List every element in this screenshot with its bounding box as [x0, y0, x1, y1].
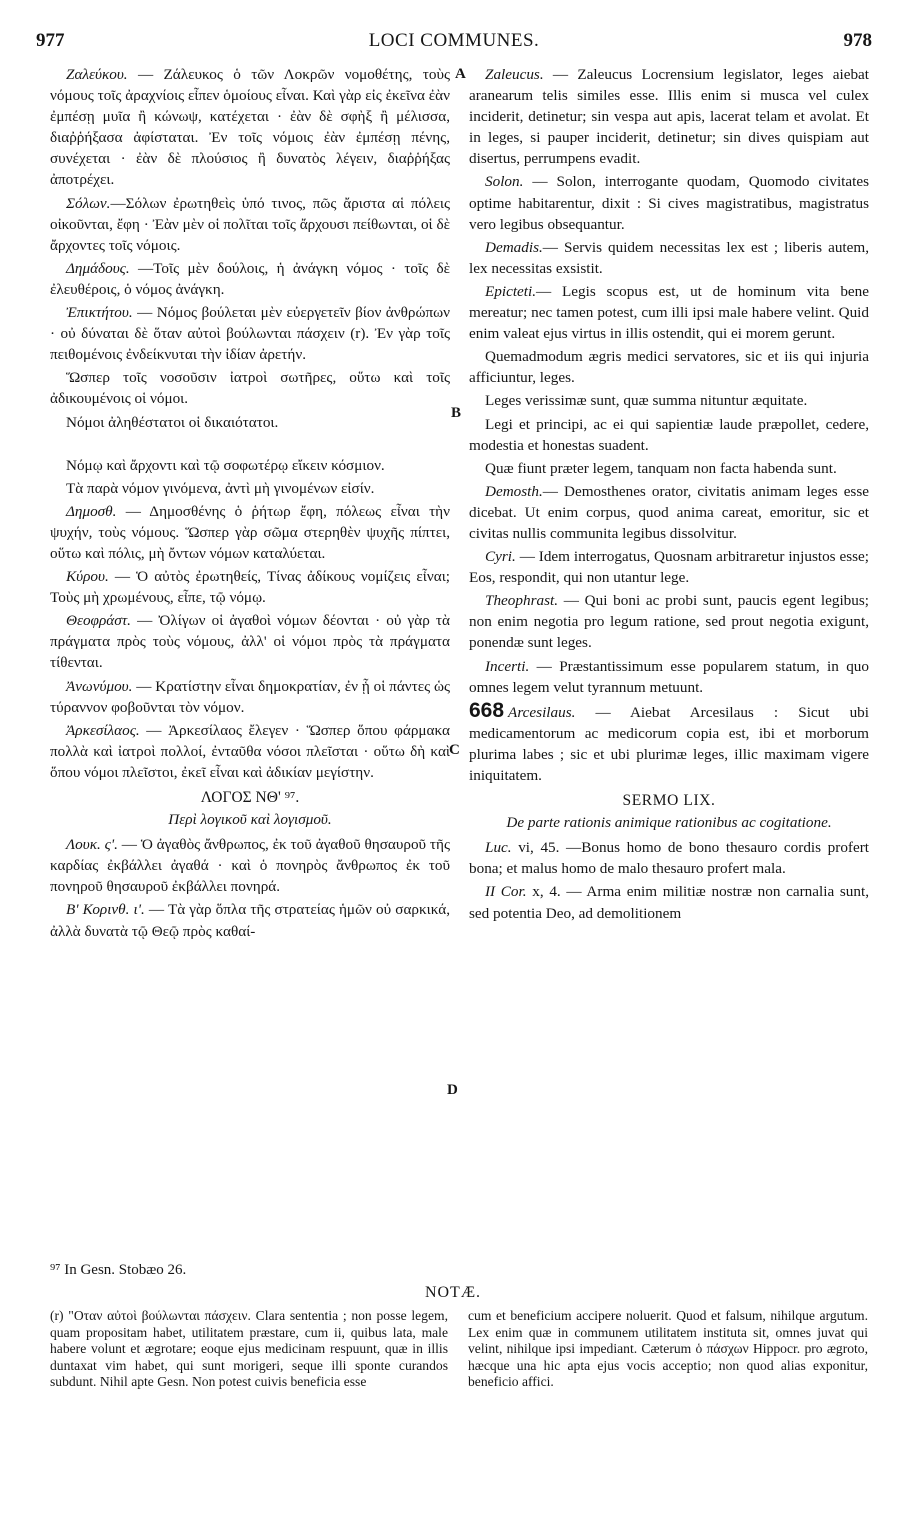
margin-letter-a: A: [455, 66, 466, 82]
latin-entry: [469, 237, 869, 279]
entry-text: — Solon, interrogante quodam, Quomodo civitates optime habitarentur, dixit : Si cives magistratibus, magistratus vero legibus obsequantur.: [469, 173, 869, 233]
entry-text: Quemadmodum ægris medici servatores, sic et iis qui injuria afficiuntur, leges.: [469, 348, 869, 387]
latin-entry: [469, 881, 869, 923]
greek-entry: [50, 720, 450, 783]
entry-text: Ὥσπερ τοῖς νοσοῦσιν ἰατροὶ σωτῆρες, οὕτω καὶ τοῖς ἀδικουμένοις οἱ νόμοι.: [50, 369, 450, 408]
entry-text: — Ἀρκεσίλαος ἔλεγεν · Ὥσπερ ὅπου φάρμακα πολλὰ καὶ ἰατροὶ πολλοί, ἐνταῦθα νόσοι πλεῖσται · οὕτω δὴ καὶ ὅπου νόμοι πλεῖστοι, ἐκεῖ εἶναι καὶ ἀδικίαν μεγίστην.: [50, 721, 450, 781]
entry-text: — Ὁ αὐτὸς ἐρωτηθείς, Τίνας ἀδίκους νομίζεις εἶναι; Τοὺς μὴ χρωμένους, εἶπε, τῷ νόμῳ.: [50, 568, 450, 607]
entry-author: Β' Κορινθ. ι'.: [66, 901, 145, 919]
entry-text: — Demosthenes orator, civitatis animam leges esse dicebat. Ut enim corpus, quod anima careat, emoritur, sic et civitas nullis communita legibus dissolvitur.: [469, 482, 869, 542]
notes-left-column: [50, 1308, 448, 1391]
margin-letter-d: D: [447, 1082, 458, 1098]
entry-author: Ἀρκεσίλαος.: [66, 721, 140, 739]
greek-entry: [50, 64, 450, 191]
note-text: cum et beneficium accipere noluerit. Quod et falsum, nihilque argutum. Lex enim quæ in communem utilitatem instituta sit, omnes juvat qui velint, nihilque ipsi impediant. Cæterum ὁ πάσχων Hippocr. pro ægroto, hæcque una hic apta ejus vocis acceptio; non quod alias exponitur, beneficio affici.: [468, 1308, 868, 1389]
latin-entry: [469, 414, 869, 456]
entry-author: Demadis.: [485, 238, 543, 256]
entry-author: Ἐπικτήτου.: [66, 304, 133, 322]
entry-author: Κύρου.: [66, 568, 109, 586]
margin-letter-c: C: [449, 742, 460, 758]
entry-text: —Σόλων ἐρωτηθεὶς ὑπό τινος, πῶς ἄριστα αἱ πόλεις οἰκοῦνται, ἔφη · Ἐὰν μὲν οἱ πολῖται τοῖς ἄρχουσι πείθωνται, οἱ δὲ ἄρχοντες τοῖς νόμοις.: [50, 194, 450, 254]
entry-author: Δημάδους.: [66, 259, 130, 277]
latin-entry: [469, 64, 869, 169]
entry-text: — Idem interrogatus, Quosnam arbitraretur injustos esse; Eos, respondit, qui non utantur lege.: [469, 548, 869, 587]
latin-entry: [469, 458, 869, 479]
entry-author: II Cor.: [485, 883, 527, 901]
entry-text: —Τοῖς μὲν δούλοις, ἡ ἀνάγκη νόμος · τοῖς δὲ ἐλευθέροις, ὁ νόμος ἀνάγκη.: [50, 259, 450, 298]
entry-author: Arcesilaus.: [508, 703, 576, 721]
entry-author: Solon.: [485, 173, 524, 191]
entry-text: — Νόμος βούλεται μὲν εὐεργετεῖν βίον ἀνθρώπων · οὐ δύναται δὲ ὅταν αὐτοὶ βούλωνται πάσχειν (r). Ἐν γὰρ τοῖς πειθομένοις ἐνδείκνυται τὴν ἰδίαν ἀρετήν.: [50, 304, 450, 364]
entry-text: — Τὰ γὰρ ὅπλα τῆς στρατείας ἡμῶν οὐ σαρκικά, ἀλλὰ δυνατὰ τῷ Θεῷ πρὸς καθαί-: [50, 901, 450, 940]
entry-text: vi, 45. —Bonus homo de bono thesauro cordis profert bona; et malus homo de malo thesauro profert mala.: [469, 839, 869, 878]
section-number: 668: [469, 698, 505, 722]
entry-text: — Ὀλίγων οἱ ἀγαθοὶ νόμων δέονται · οὐ γὰρ τὰ πράγματα πρὸς τοὺς νόμους, ἀλλ' οἱ νόμοι πρὸς τὰ πράγματα τίθενται.: [50, 612, 450, 672]
entry-author: Λουκ. ς'.: [66, 836, 118, 854]
greek-entry: [50, 193, 450, 256]
greek-entry: [50, 566, 450, 608]
latin-entry: [469, 700, 869, 786]
entry-author: Cyri.: [485, 548, 516, 566]
entry-text: — Qui boni ac probi sunt, paucis egent legibus; non enim negotia pro legum ratione, sed prout negotia exigunt, ponendæ sunt leges.: [469, 592, 869, 652]
entry-text: — Servis quidem necessitas lex est ; liberis autem, lex necessitas exsistit.: [469, 238, 869, 277]
latin-entry: [469, 281, 869, 344]
entry-author: Zaleucus.: [485, 66, 544, 83]
greek-entry: [50, 478, 450, 499]
greek-entry: [50, 501, 450, 564]
page-number-left: 977: [36, 30, 65, 51]
greek-entry: [50, 455, 450, 476]
page-number-right: 978: [843, 30, 872, 51]
entry-text: Quæ fiunt præter legem, tanquam non facta habenda sunt.: [485, 459, 837, 477]
margin-letter-b: B: [451, 405, 462, 421]
greek-entry: [50, 258, 450, 300]
footnote: ⁹⁷ In Gesn. Stobæo 26.: [50, 1262, 187, 1278]
entry-text: x, 4. — Arma enim militiæ nostræ non carnalia sunt, sed potentia Deo, ad demolitionem: [469, 883, 869, 922]
latin-sermo-heading: SERMO LIX.: [622, 792, 716, 810]
entry-text: Νόμῳ καὶ ἄρχοντι καὶ τῷ σοφωτέρῳ εἴκειν κόσμιον.: [66, 456, 385, 474]
entry-text: — Ὁ ἀγαθὸς ἄνθρωπος, ἐκ τοῦ ἀγαθοῦ θησαυροῦ τῆς καρδίας ἐκβάλλει ἀγαθά · καὶ ὁ πονηρὸς ἄνθρωπος ἐκ τοῦ πονηροῦ θησαυροῦ ἐκβάλλει πονηρά.: [50, 836, 450, 896]
entry-author: Δημοσθ.: [66, 502, 117, 520]
entry-author: Ἀνωνύμου.: [66, 677, 133, 695]
latin-entry: [469, 171, 869, 234]
page-header: [36, 30, 872, 58]
latin-entry: [469, 656, 869, 698]
latin-entry: [469, 390, 869, 411]
entry-author: Epicteti.: [485, 282, 537, 300]
greek-column: [50, 64, 450, 944]
entry-text: Legi et principi, ac ei qui sapientiæ laude præpollet, cedere, modestia et honestas suadent.: [469, 415, 869, 454]
latin-entry: [469, 837, 869, 879]
entry-author: Incerti.: [485, 657, 530, 675]
notes-title: NOTÆ.: [424, 1284, 482, 1301]
entry-text: Νόμοι ἀληθέστατοι οἱ δικαιότατοι.: [66, 413, 279, 431]
entry-author: Θεοφράστ.: [66, 612, 131, 630]
entry-text: — Aiebat Arcesilaus : Sicut ubi medicamentorum ac medicorum copia est, ibi et morborum plurima labes ; sic et ubi plurimæ leges, illic maximam vigere iniquitatem.: [469, 703, 869, 784]
entry-author: Ζαλεύκου.: [66, 66, 128, 83]
entry-text: — Zaleucus Locrensium legislator, leges aiebat aranearum telis similes esse. Illis enim si musca vel culex inciderit, detinetur; sin vespa aut apis, lacerat telam et avolat. Et in leges, si pauper inciderit, detinetur; sin dives quispiam aut disertus, perrumpens evadit.: [469, 66, 869, 168]
entry-text: — Ζάλευκος ὁ τῶν Λοκρῶν νομοθέτης, τοὺς νόμους τοῖς ἀραχνίοις εἶπεν ὁμοίους εἶναι. Καὶ γὰρ εἰς ἐκεῖνα ἐὰν ἐμπέσῃ μυῖα ἢ κώνωψ, κατέχεται · ἐὰν δὲ σφὴξ ἢ μέλισσα, διαῤῥήξασα ἀφίσταται. Ἐν τοῖς νόμοις ἐὰν ἐμπέσῃ πένης, συνέχεται · ἐὰν δὲ πλούσιος ἢ δυνατὸς λέγειν, διαῤῥήξας ἀποτρέχει.: [50, 66, 450, 189]
greek-sermo-title: Περὶ λογικοῦ καὶ λογισμοῦ.: [168, 811, 332, 829]
latin-sermo-title: De parte rationis animique rationibus ac cogitatione.: [506, 814, 832, 832]
greek-entry: [50, 676, 450, 718]
entry-author: Luc.: [485, 839, 512, 857]
latin-entry: [469, 546, 869, 588]
greek-entry: [50, 412, 450, 433]
note-text: (r) "Οταν αὐτοὶ βούλωνται πάσχειν. Clara sententia ; non posse legem, quam propositam habet, utilitatem præstare, cum ii, quibus lata, male habere volunt et ægrotare; eoque ejus medicinam respuunt, quæ in illis duntaxat vim habet, qui sunt morigeri, seque illi sponte curandos subdunt. Nihil apte Gesn. Non potest cuivis beneficia esse: [50, 1308, 448, 1389]
greek-entry: [50, 302, 450, 365]
entry-text: Leges verissimæ sunt, quæ summa nituntur æquitate.: [485, 392, 808, 410]
entry-text: — Κρατίστην εἶναι δημοκρατίαν, ἐν ᾗ οἱ πάντες ὡς τύραννον φοβοῦνται τὸν νόμον.: [50, 677, 450, 716]
entry-author: Σόλων.: [66, 194, 111, 212]
entry-text: — Legis scopus est, ut de hominum vita bene mereatur; nec tamen potest, cum illi ipsi male habere velint. Quid enim valeat ejus virtus in illis ostendit, qui ei morem gerunt.: [469, 282, 869, 343]
greek-entry: [50, 834, 450, 897]
greek-sermo-heading: ΛΟΓΟΣ ΝΘ' ⁹⁷.: [200, 789, 300, 806]
entry-text: Τὰ παρὰ νόμον γινόμενα, ἀντὶ μὴ γινομένων εἰσίν.: [66, 479, 375, 497]
latin-column: [469, 64, 869, 926]
entry-author: Demosth.: [485, 482, 543, 500]
entry-text: — Præstantissimum esse popularem statum, in quo omnes legem velut tyrannum metuunt.: [469, 657, 869, 696]
running-title: LOCI COMMUNES.: [368, 30, 540, 51]
greek-entry: [50, 610, 450, 673]
entry-text: — Δημοσθένης ὁ ῥήτωρ ἔφη, πόλεως εἶναι τὴν ψυχήν, τοὺς νόμους. Ὥσπερ γὰρ σῶμα στερηθὲν ψυχῆς πίπτει, οὕτω καὶ πόλις, μὴ ὄντων νόμων καταλύεται.: [50, 502, 450, 562]
latin-entry: [469, 346, 869, 388]
latin-entry: [469, 481, 869, 544]
greek-entry: [50, 367, 450, 409]
latin-entry: [469, 590, 869, 653]
notes-right-column: [468, 1308, 868, 1391]
greek-entry: [50, 899, 450, 941]
entry-author: Theophrast.: [485, 592, 558, 610]
